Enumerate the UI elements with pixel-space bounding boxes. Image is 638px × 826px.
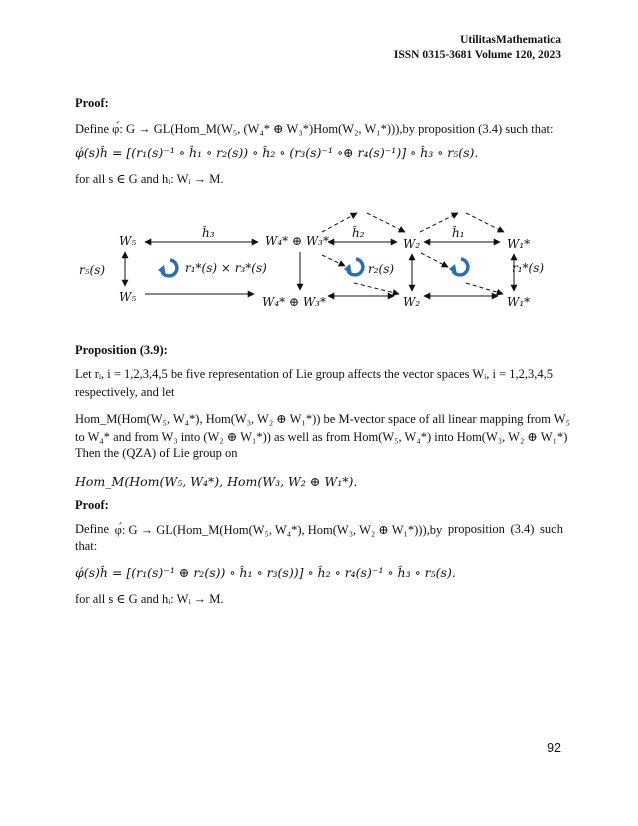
dashed-arrow-5 — [322, 255, 345, 266]
dashed-arrow-4 — [466, 213, 504, 232]
dashed-arrow-2 — [367, 213, 405, 232]
journal-title: UtilitasMathematica — [460, 34, 561, 46]
node-w2-bottom: W₂ — [403, 295, 421, 309]
define-line-1: Define φ́: G → GL(Hom_M(W₅, (W₄* ⊕ W₃*)Hom(W₂, W₁*))),by proposition (3.4) such that: — [75, 122, 554, 136]
define-line-2 — [75, 522, 563, 538]
proposition-line-1: Let rᵢ, i = 1,2,3,4,5 be five representation of Lie group affects the vector spaces Wᵢ, i = 1,2,3,4,5 — [75, 367, 553, 381]
node-w1-bottom: W₁* — [507, 295, 531, 309]
dashed-arrow-8 — [466, 283, 503, 294]
forall-line-2: for all s ∈ G and hᵢ: Wᵢ → M. — [75, 592, 224, 606]
node-w43-top: W₄* ⊕ W₃* — [265, 234, 329, 248]
label-r5: r₅(s) — [79, 263, 106, 277]
define-line-2-cont: that: — [75, 539, 98, 553]
forall-line-1: for all s ∈ G and hᵢ: Wᵢ → M. — [75, 172, 224, 186]
label-h2: ĥ₂ — [352, 226, 365, 240]
node-w5-top: W₅ — [119, 234, 137, 248]
dashed-arrow-7 — [421, 253, 448, 267]
label-r2: r₂(s) — [368, 262, 395, 276]
node-w43-bottom: W₄* ⊕ W₃* — [262, 295, 326, 309]
proof-heading-2: Proof: — [75, 498, 109, 512]
proposition-line-6: Hom_M(Hom(W₅, W₄*), Hom(W₃, W₂ ⊕ W₁*). — [75, 474, 358, 489]
label-h1: ĥ₁ — [452, 226, 465, 240]
node-w2-top: W₂ — [403, 237, 421, 251]
define-word-4: (3.4) — [510, 522, 535, 536]
label-r1r3: r₁*(s) × r₃*(s) — [185, 261, 267, 275]
proof-heading-1: Proof: — [75, 96, 109, 110]
dashed-arrow-6 — [354, 283, 399, 294]
define-word-3: proposition — [447, 522, 505, 536]
formula-1: φ́(s)ĥ = [(r₁(s)⁻¹ ∘ ĥ₁ ∘ r₂(s)) ∘ ĥ₂ ∘ (r₃(s)⁻¹ ∘⊕ r₄(s)⁻¹)] ∘ ĥ₃ ∘ r₅(s). — [75, 145, 479, 160]
proposition-line-2: respectively, and let — [75, 385, 175, 399]
node-w5-bottom: W₅ — [119, 290, 137, 304]
proposition-line-5: Then the (QZA) of Lie group on — [75, 446, 238, 460]
page-number: 92 — [547, 741, 561, 755]
define-word-5: such — [540, 522, 563, 536]
issn-line: ISSN 0315-3681 Volume 120, 2023 — [393, 49, 561, 61]
define-word-1: Define — [75, 522, 110, 536]
proposition-heading: Proposition (3.9): — [75, 343, 168, 357]
proposition-line-3: Hom_M(Hom(W₅, W₄*), Hom(W₃, W₂ ⊕ W₁*)) be M-vector space of all linear mapping from W₅ — [75, 412, 570, 426]
proposition-line-4: to W₄* and from W₃ into (W₂ ⊕ W₁*)) as well as from Hom(W₅, W₄*) into Hom(W₃, W₂ ⊕ W₁*) — [75, 430, 568, 444]
formula-2: φ́(s)ĥ = [(r₁(s)⁻¹ ⊕ r₂(s)) ∘ ĥ₁ ∘ r₃(s))] ∘ ĥ₂ ∘ r₄(s)⁻¹ ∘ ĥ₃ ∘ r₅(s). — [75, 565, 456, 580]
label-h3: ĥ₃ — [202, 226, 215, 240]
label-r1: r₁*(s) — [512, 261, 545, 275]
node-w1-top: W₁* — [507, 237, 531, 251]
define-word-2: φ́: G → GL(Hom_M(Hom(W₅, W₄*), Hom(W₃, W₂ ⊕ W₁*))),by — [114, 523, 443, 537]
